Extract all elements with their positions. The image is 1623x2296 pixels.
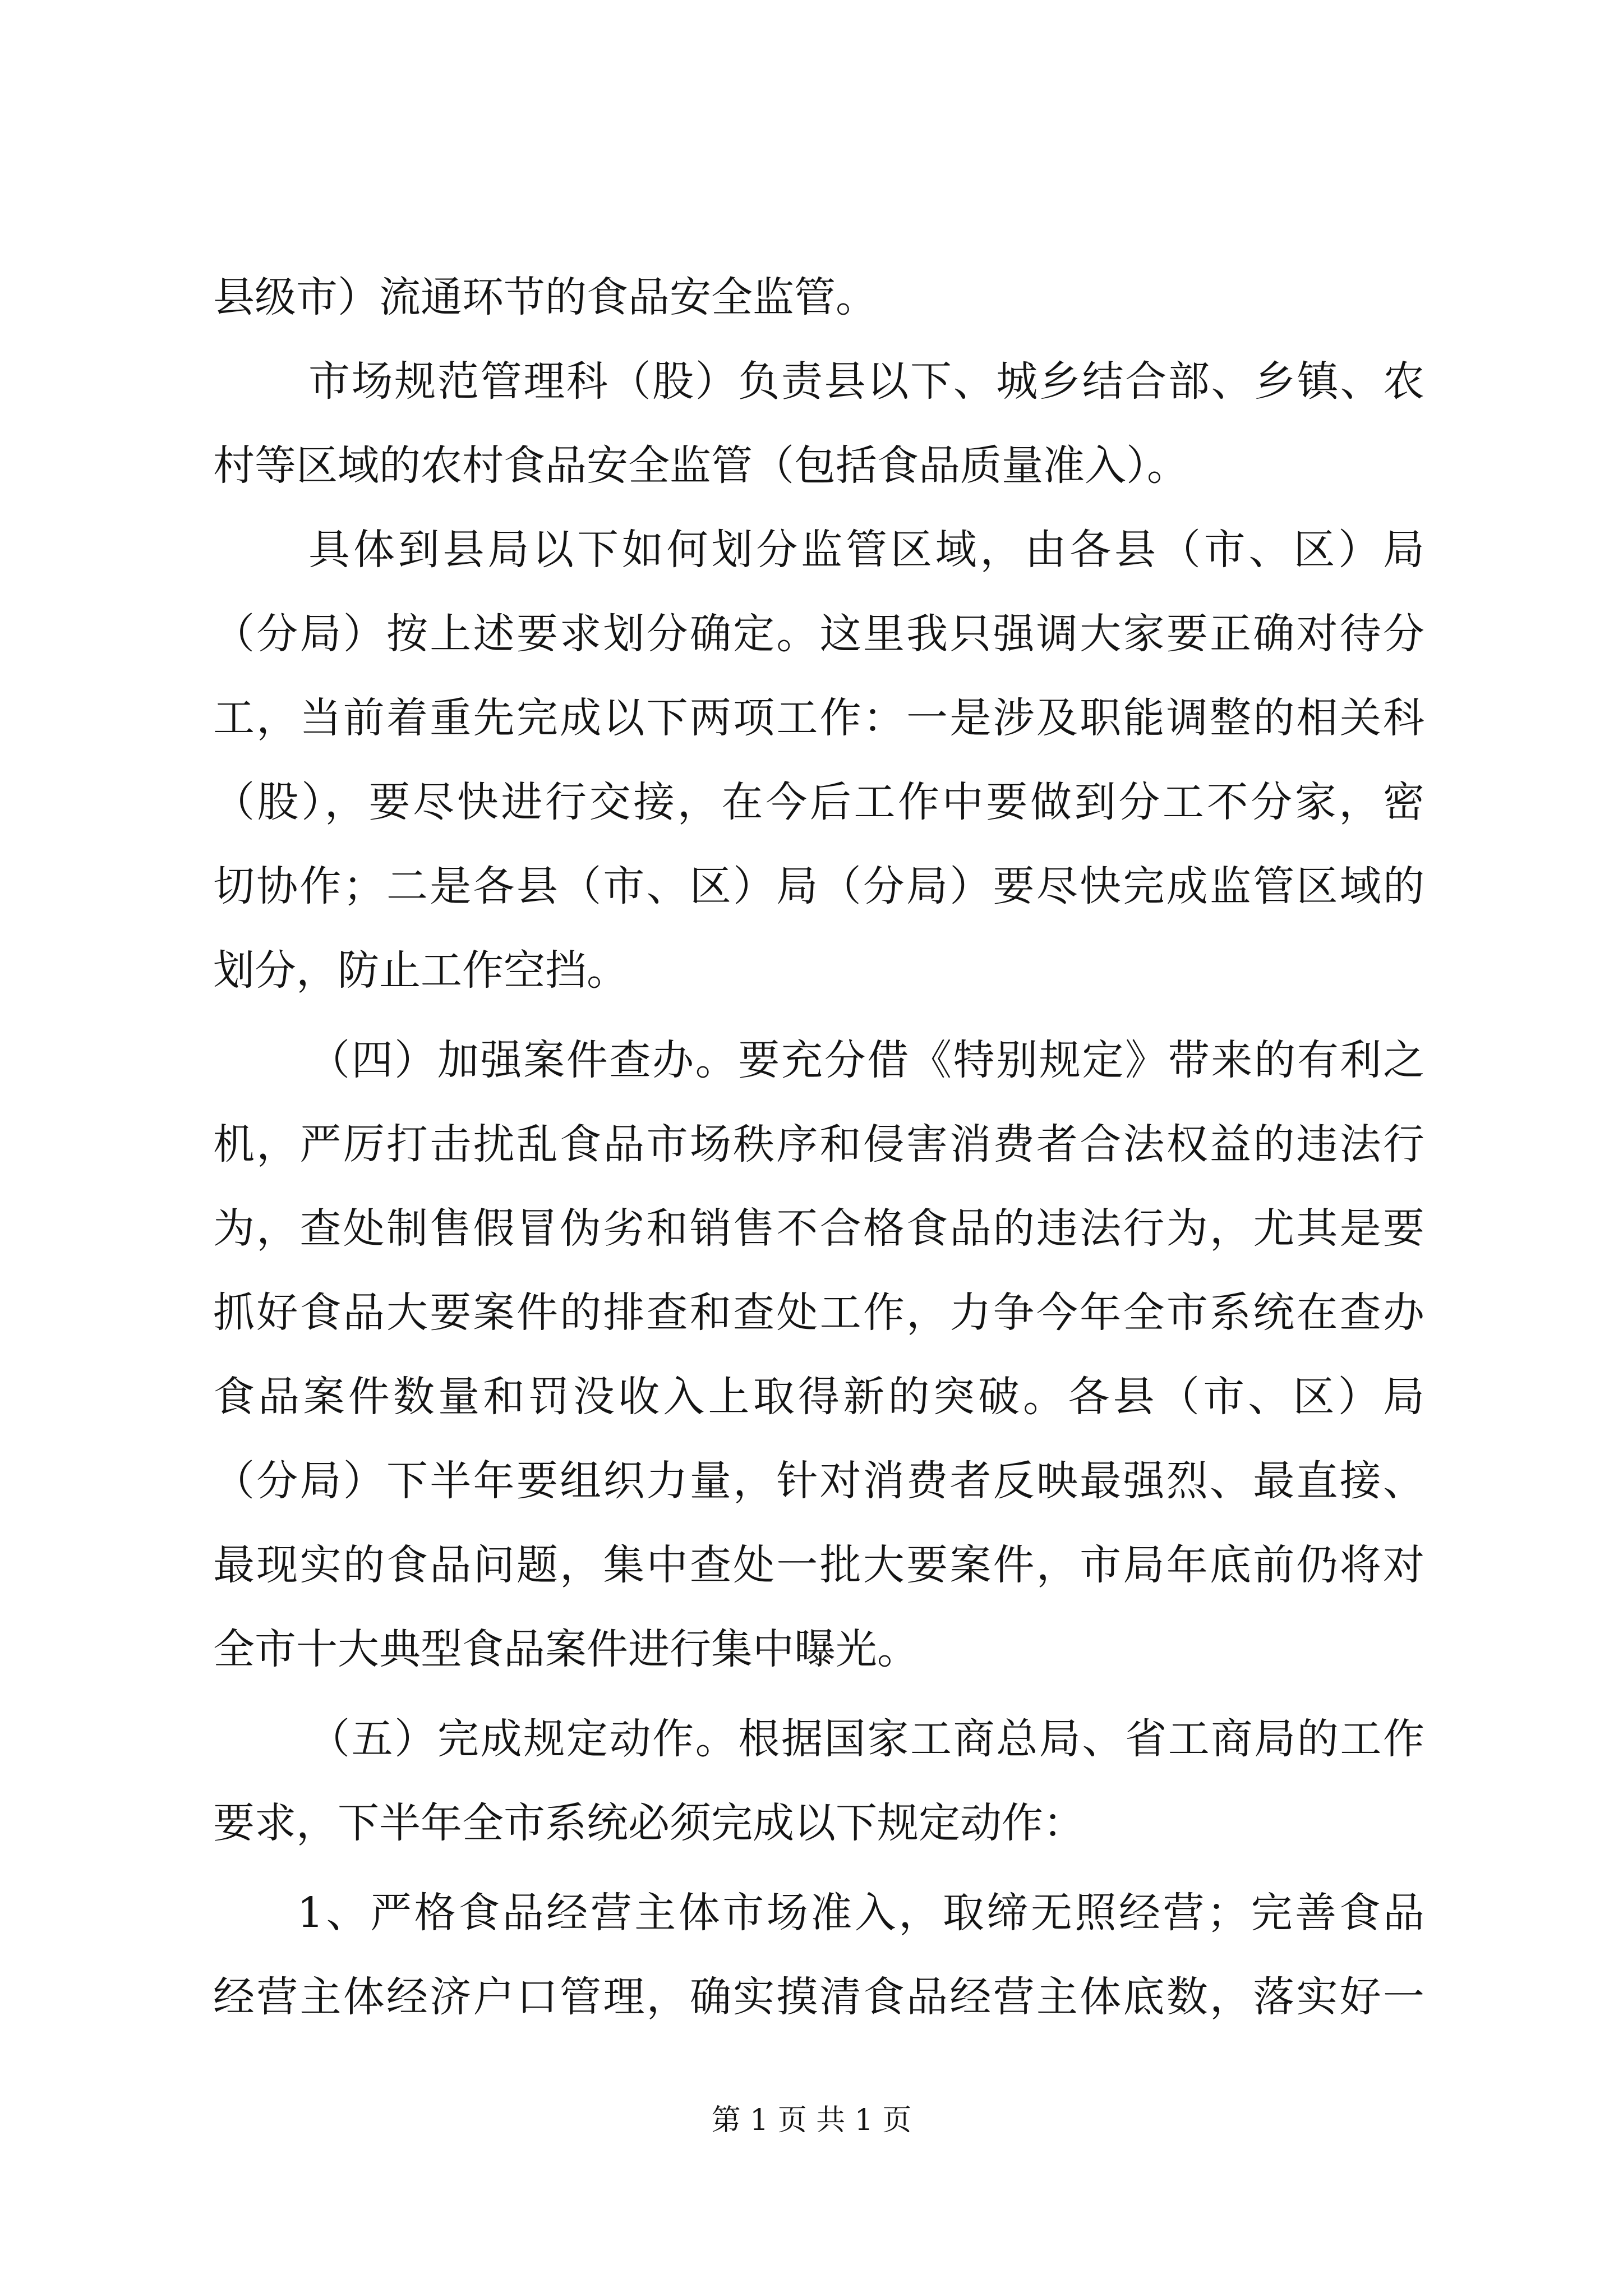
text-line-17: 全市十大典型食品案件进行集中曝光。: [213, 1625, 919, 1673]
text-line-14: 食品案件数量和罚没收入上取得新的突破。各县（市、区）局: [213, 1373, 1424, 1421]
text-line-10: （四）加强案件查办。要充分借《特别规定》带来的有利之: [308, 1036, 1424, 1084]
text-line-2: 市场规范管理科（股）负责县以下、城乡结合部、乡镇、农: [308, 357, 1424, 406]
text-line-4: 具体到县局以下如何划分监管区域，由各县（市、区）局: [308, 526, 1424, 574]
text-line-1: 县级市）流通环节的食品安全监管。: [213, 273, 877, 321]
text-line-18: （五）完成规定动作。根据国家工商总局、省工商局的工作: [308, 1715, 1424, 1763]
text-line-16: 最现实的食品问题，集中查处一批大要案件，市局年底前仍将对: [213, 1541, 1424, 1589]
text-line-11: 机，严厉打击扰乱食品市场秩序和侵害消费者合法权益的违法行: [213, 1120, 1424, 1168]
text-line-6: 工，当前着重先完成以下两项工作：一是涉及职能调整的相关科: [213, 694, 1424, 742]
text-line-12: 为，查处制售假冒伪劣和销售不合格食品的违法行为，尤其是要: [213, 1204, 1424, 1253]
text-line-15: （分局）下半年要组织力量，针对消费者反映最强烈、最直接、: [213, 1457, 1424, 1505]
page-footer: 第 1 页 共 1 页: [711, 2104, 912, 2137]
text-line-19: 要求，下半年全市系统必须完成以下规定动作：: [213, 1799, 1085, 1847]
text-line-21: 经营主体经济户口管理，确实摸清食品经营主体底数，落实好一: [213, 1973, 1424, 2021]
text-line-13: 抓好食品大要案件的排查和查处工作，力争今年全市系统在查办: [213, 1289, 1424, 1337]
text-line-5: （分局）按上述要求划分确定。这里我只强调大家要正确对待分: [213, 610, 1424, 658]
text-line-20: 1、严格食品经营主体市场准入，取缔无照经营；完善食品: [297, 1889, 1424, 1937]
text-line-9: 划分，防止工作空挡。: [213, 946, 628, 995]
text-line-7: （股），要尽快进行交接，在今后工作中要做到分工不分家，密: [213, 778, 1424, 826]
text-line-3: 村等区域的农村食品安全监管（包括食品质量准入）。: [213, 441, 1188, 490]
text-line-8: 切协作；二是各县（市、区）局（分局）要尽快完成监管区域的: [213, 862, 1424, 910]
